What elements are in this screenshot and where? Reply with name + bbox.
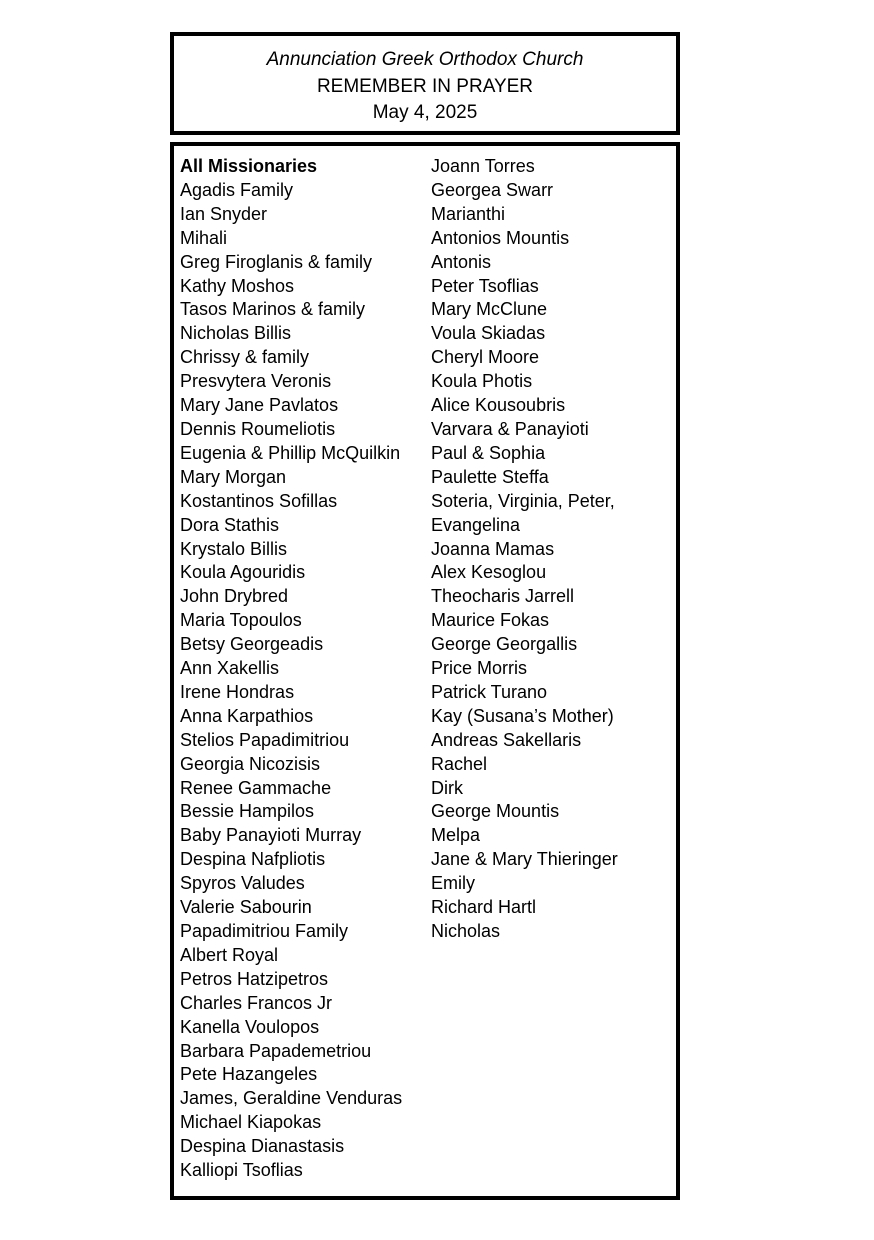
list-item: Andreas Sakellaris [431,729,582,750]
list-item: Georgia Nicozisis [180,753,321,774]
list-item: Patrick Turano [431,681,548,702]
list-item: Maria Topoulos [180,610,302,631]
list-item: Antonios Mountis [431,227,570,248]
list-item: Ian Snyder [180,203,268,224]
list-item: Baby Panayioti Murray [180,825,362,846]
list-item: Soteria, Virginia, Peter, [431,490,615,511]
list-item: Paul & Sophia [431,442,546,463]
list-item: Stelios Papadimitriou [180,729,350,750]
page-title: REMEMBER IN PRAYER [316,75,534,97]
list-item: Kay (Susana’s Mother) [431,705,614,726]
list-item: Nicholas Billis [180,323,292,344]
list-item: Mihali [180,227,228,248]
list-item: Price Morris [431,658,528,679]
list-item: Evangelina [431,514,521,535]
list-item: Renee Gammache [180,777,332,798]
list-item: Krystalo Billis [180,538,288,559]
list-item: Chrissy & family [180,347,310,368]
list-item: Alice Kousoubris [431,395,566,416]
date: May 4, 2025 [372,102,478,123]
list-item: Voula Skiadas [431,323,546,344]
list-item: Despina Nafpliotis [180,849,326,870]
list-item: Kostantinos Sofillas [180,490,338,511]
list-item: Paulette Steffa [431,466,549,487]
list-item: Tasos Marinos & family [180,299,366,320]
list-item: Varvara & Panayioti [431,418,589,439]
left-column [180,155,402,1183]
list-item: Kanella Voulopos [180,1016,320,1037]
list-item: Agadis Family [180,179,294,200]
list-item: Michael Kiapokas [180,1112,322,1133]
list-item: Petros Hatzipetros [180,968,329,989]
list-item: Papadimitriou Family [180,921,349,941]
list-item: Dennis Roumeliotis [180,418,336,439]
list-item: Barbara Papademetriou [180,1040,372,1061]
prayer-list-box [170,142,680,1200]
list-item: Jane & Mary Thieringer [431,849,618,870]
list-item: Pete Hazangeles [180,1064,318,1085]
list-item: Rachel [431,753,488,774]
right-column [431,155,618,944]
list-item: Peter Tsoflias [431,275,539,296]
list-item: Koula Agouridis [180,562,306,583]
list-item: Valerie Sabourin [180,897,312,918]
list-item: Albert Royal [180,944,279,965]
list-item: Dora Stathis [180,514,280,535]
list-item: Irene Hondras [180,681,295,702]
list-item: Maurice Fokas [431,610,550,631]
list-item: Antonis [431,251,492,272]
list-item: Koula Photis [431,371,533,392]
list-item: Mary McClune [431,299,548,320]
list-item: Kathy Moshos [180,275,295,296]
list-item: Dirk [431,777,463,798]
list-item: Charles Francos Jr [180,992,333,1013]
church-name: Annunciation Greek Orthodox Church [266,49,584,70]
list-item: Mary Morgan [180,466,287,487]
list-item: Anna Karpathios [180,705,314,726]
list-item: Georgea Swarr [431,179,554,200]
list-item: Joann Torres [431,156,535,176]
list-item: George Mountis [431,801,560,822]
list-item: Despina Dianastasis [180,1136,345,1157]
list-heading: All Missionaries [180,156,318,176]
list-item: James, Geraldine Venduras [180,1088,403,1109]
list-item: George Georgallis [431,634,578,655]
list-item: Joanna Mamas [431,538,555,559]
list-item: Alex Kesoglou [431,562,547,583]
list-item: Eugenia & Phillip McQuilkin [180,442,401,463]
list-item: Mary Jane Pavlatos [180,395,339,416]
list-item: Ann Xakellis [180,658,280,679]
list-item: Theocharis Jarrell [431,586,575,607]
list-item: Marianthi [431,203,506,224]
list-item: John Drybred [180,586,289,607]
list-item: Bessie Hampilos [180,801,315,822]
list-item: Spyros Valudes [180,873,305,894]
header-box [170,32,680,135]
list-item: Richard Hartl [431,897,537,918]
list-item: Kalliopi Tsoflias [180,1160,303,1181]
list-item: Nicholas [431,921,501,941]
list-item: Cheryl Moore [431,347,540,368]
list-item: Melpa [431,825,481,846]
list-item: Emily [431,873,475,894]
list-item: Greg Firoglanis & family [180,251,373,272]
list-item: Betsy Georgeadis [180,634,324,655]
list-item: Presvytera Veronis [180,371,332,392]
